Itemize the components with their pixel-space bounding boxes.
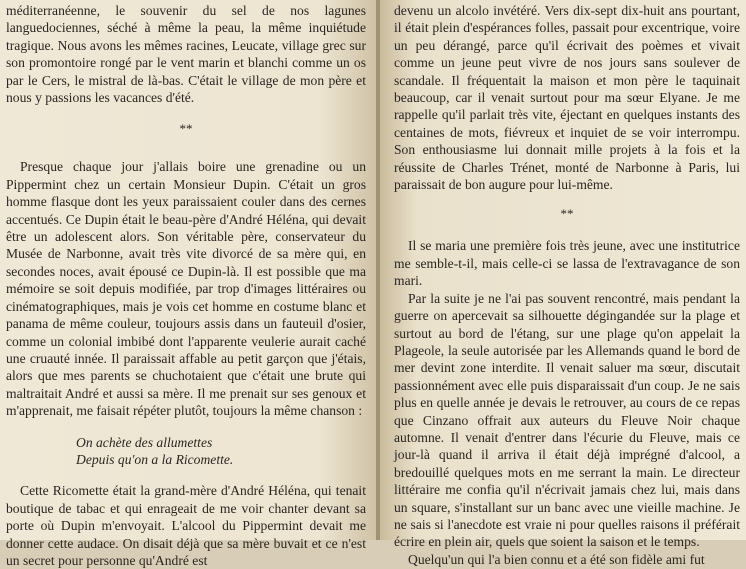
right-page	[380, 0, 746, 567]
section-separator: **	[560, 206, 574, 222]
left-paragraph-1: méditerranéenne, le souvenir du sel de nos lagunes languedociennes, séché à même la peau, la même inquiétude tragique. Nous avons les mêmes racines, Leucate, village grec sur son promontoire rongé par le vent marin et blanchi comme un os par le Cers, le mistral de là-bas. C'était le village de mon père et nous y passions les vacances d'été.	[6, 3, 366, 106]
right-paragraph-2: Il se maria une première fois très jeune, avec une institutrice me semble-t-il, mais celle-ci se lassa de l'extravagance de son mari.	[394, 238, 740, 289]
right-paragraph-3: Par la suite je ne l'ai pas souvent rencontré, mais pendant la guerre on apercevait sa silhouette dégingandée sur la plage et surtout au bord de l'étang, sur une plage qu'on appelait la Plageole, la seule autorisée par les Allemands quand le bord de mer devint zone interdite. Il venait saluer ma sœur, discutait passionnément avec elle puis disparaissait d'un coup. Je ne sais plus en quelle année je devais le retrouver, au cours de ce repas que Cinzano offrait aux auteurs du Fleuve Noir chaque automne. Il venait d'entrer dans l'écurie du Fleuve, mais ce jour-là quand il arriva il était déjà imprégné d'alcool, a bredouillé quelques mots en me serrant la main. Le directeur littéraire me confia qu'il n'écrivait jamais chez lui, mais dans un square, s'installant sur un banc avec une vieille machine. Je ne sais si l'anecdote est vraie ni pour quelles raisons il préférait écrire en plein air, quels que soient la saison et le temps.	[394, 290, 740, 550]
left-paragraph-2: Presque chaque jour j'allais boire une grenadine ou un Pippermint chez un certain Monsieur Dupin. C'était un gros homme flasque dont les yeux paraissaient couler dans des cernes accentués. Ce Dupin était le beau-père d'André Héléna, qui devait être un adolescent alors. Son véritable père, conservateur du Musée de Narbonne, avait très vite divorcé de sa mère qui, en secondes noces, avait épousé ce Dupin-là. Il est possible que ma mémoire se soit depuis modifiée, par trop d'images littéraires ou cinématographiques, mais je vois cet homme en costume blanc et panama de même couleur, toujours assis dans un fauteuil d'osier, comme un colonial imbibé dont l'apparente veulerie aurait caché une cruauté innée. Il paraissait affable au petit garçon que j'étais, alors que mes parents se chuchotaient que c'était une brute qui maltraitait André et aussi sa mère. Il me prenait sur ses genoux et m'apprenait, me faisait répéter plutôt, toujours la même chanson :	[6, 159, 366, 419]
verse-line-2: Depuis qu'on a la Ricomette.	[76, 451, 234, 467]
right-paragraph-4: Quelqu'un qui l'a bien connu et a été son fidèle ami fut	[408, 551, 705, 567]
right-paragraph-1: devenu un alcolo invétéré. Vers dix-sept dix-huit ans pourtant, il était plein d'espérances folles, passait pour excentrique, voire un peu dérangé, parce qu'il écrivait des poèmes et vivait comme un jeune peut vivre de nos jours sans soulever de scandale. Il fréquentait la maison et mon père le taquinait beaucoup, car il venait surtout pour ma sœur Elyane. Je me rappelle qu'il parlait très vite, éjectant en quelques instants des centaines de mots, fiévreux et inquiet de se voir interrompu. Son enthousiasme lui donnait mille projets à la fois et la réussite de Charles Trénet, monté de Narbonne à Paris, lui paraissait de bon augure pour lui-même.	[394, 3, 740, 193]
verse-line-1: On achète des allumettes	[76, 434, 213, 450]
song-verse	[6, 434, 366, 469]
left-paragraph-3: Cette Ricomette était la grand-mère d'André Héléna, qui tenait boutique de tabac et qui enrageait de me voir chanter devant sa porte où Dupin m'envoyait. L'alcool du Pippermint devait me donner cette audace. On disait déjà que sa mère buvait et ce n'est un secret pour personne qu'André est	[6, 483, 366, 568]
section-separator: **	[179, 121, 193, 137]
